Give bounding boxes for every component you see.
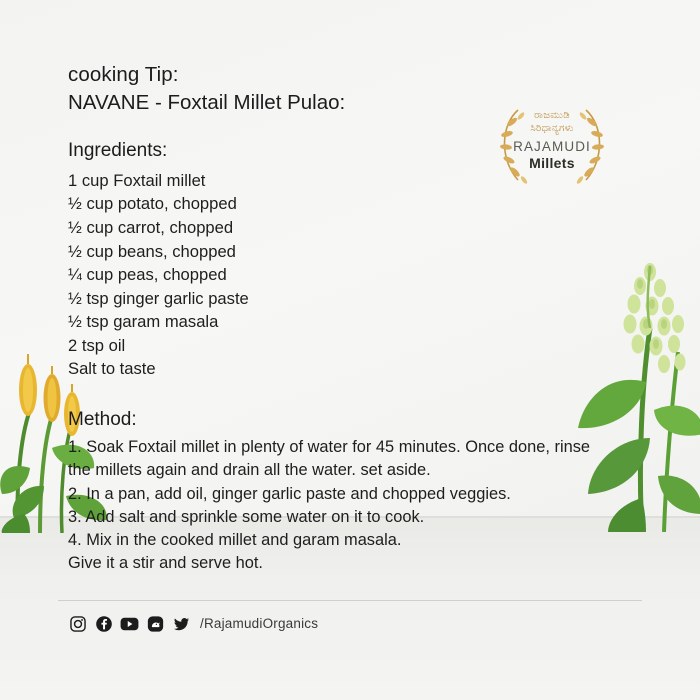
list-item: 2. In a pan, add oil, ginger garlic paste and chopped veggies. bbox=[68, 484, 511, 503]
list-item: ½ tsp ginger garlic paste bbox=[68, 288, 249, 308]
koo-icon[interactable] bbox=[146, 614, 165, 633]
brand-kannada-line-2: ಸಿರಿಧಾನ್ಯಗಳು bbox=[530, 122, 574, 134]
list-item: ¼ cup peas, chopped bbox=[68, 265, 227, 285]
cooking-tip-label: cooking Tip: bbox=[68, 63, 179, 86]
list-item: 1. Soak Foxtail millet in plenty of water for 45 minutes. Once done, rinse the millets again and drain all the water. set aside. bbox=[68, 437, 591, 480]
twitter-icon[interactable] bbox=[172, 614, 191, 633]
brand-name-line-2: Millets bbox=[529, 155, 575, 171]
method-list bbox=[68, 436, 613, 552]
ingredients-heading: Ingredients: bbox=[68, 140, 168, 162]
method-heading: Method: bbox=[68, 408, 137, 430]
brand-kannada-line-1: ರಾಜಮುಡಿ bbox=[534, 110, 570, 121]
social-footer bbox=[68, 614, 318, 633]
list-item: 1 cup Foxtail millet bbox=[68, 170, 206, 190]
facebook-icon[interactable] bbox=[94, 614, 113, 633]
list-item: Salt to taste bbox=[68, 359, 156, 379]
method-block bbox=[68, 409, 628, 576]
page-title: NAVANE - Foxtail Millet Pulao: bbox=[68, 90, 346, 114]
instagram-icon[interactable] bbox=[68, 614, 87, 633]
brand-badge bbox=[488, 96, 616, 194]
list-item: 4. Mix in the cooked millet and garam masala. bbox=[68, 531, 402, 550]
social-handle: /RajamudiOrganics bbox=[200, 616, 319, 631]
list-item: ½ tsp garam masala bbox=[68, 312, 219, 332]
list-item: ½ cup carrot, chopped bbox=[68, 218, 234, 238]
brand-name-line-1: RAJAMUDI bbox=[513, 139, 591, 154]
list-item: ½ cup beans, chopped bbox=[68, 241, 236, 261]
youtube-icon[interactable] bbox=[120, 614, 139, 633]
list-item: 3. Add salt and sprinkle some water on it to cook. bbox=[68, 507, 425, 526]
list-item: ½ cup potato, chopped bbox=[68, 194, 237, 214]
ingredients-list bbox=[68, 169, 628, 381]
footer-divider bbox=[58, 600, 642, 601]
closing-line: Give it a stir and serve hot. bbox=[68, 554, 263, 573]
list-item: 2 tsp oil bbox=[68, 335, 126, 355]
